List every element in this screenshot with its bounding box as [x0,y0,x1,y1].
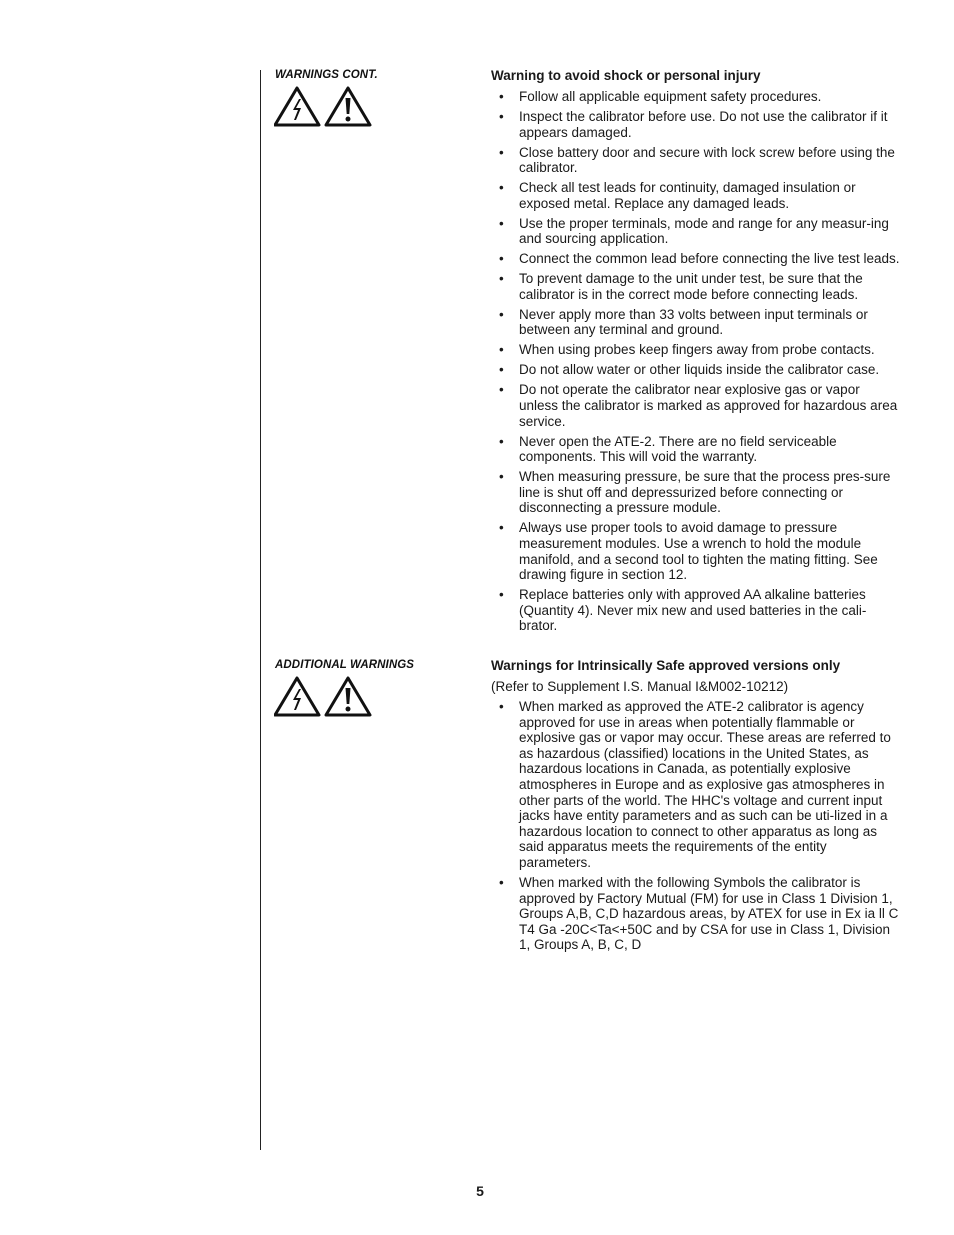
list-item: • Check all test leads for continuity, damaged insulation or exposed metal. Replace any damaged leads. [499,180,856,211]
list-item: • Follow all applicable equipment safety procedures. [499,89,822,104]
bullet: • [499,699,504,714]
warning-list [491,89,901,634]
list-item: • To prevent damage to the unit under test, be sure that the calibrator is in the correct mode before connecting leads. [499,271,863,302]
warning-icons [274,676,374,720]
bullet: • [499,108,504,124]
list-item: • Never apply more than 33 volts between input terminals or between any terminal and ground. [499,306,868,338]
bullet: • [499,342,504,358]
list-item: • Close battery door and secure with lock screw before using the calibrator. [499,144,895,176]
list-item: • When measuring pressure, be sure that the process pres-sure line is shut off and depressurized before connecting or disconnecting a pressure module. [499,469,891,516]
section-intrinsically-safe-warnings [491,657,901,957]
bullet: • [499,215,504,231]
margin-rule [260,70,261,1150]
bullet: • [499,144,504,160]
bullet: • [499,587,504,603]
section-shock-warnings [491,67,901,638]
list-item: • Use the proper terminals, mode and range for any measur-ing and sourcing application. [499,215,889,247]
bullet: • [499,271,504,287]
list-item: • When using probes keep fingers away from probe contacts. [499,342,875,358]
caution-exclamation-icon [326,88,370,125]
list-item: • Replace batteries only with approved AA alkaline batteries (Quantity 4). Never mix new and used batteries in the cali-brator. [499,587,867,634]
bullet: • [499,251,504,267]
list-item: • Connect the common lead before connecting the live test leads. [499,251,900,267]
bullet: • [499,433,504,449]
warning-icons [274,86,374,130]
list-item: • Do not allow water or other liquids inside the calibrator case. [499,362,880,378]
page-number: 5 [476,1183,484,1199]
list-item: • Inspect the calibrator before use. Do not use the calibrator if it appears damaged. [499,108,888,140]
list-item: • When marked with the following Symbols the calibrator is approved by Factory Mutual (FM) for use in Class 1 Division 1, Groups A,B, C,D hazardous areas, by ATEX for use in Ex ia ll C T4 Ga -20C<Ta<+50C and by CSA for use in Class 1, Division 1, Groups A, B, C, D [499,874,899,953]
bullet: • [499,874,504,890]
electrical-shock-warning-icon [275,678,319,715]
side-label-warnings-cont: WARNINGS CONT. [275,69,378,81]
list-item: • Never open the ATE-2. There are no field serviceable components. This will void the warranty. [499,433,837,465]
bullet: • [499,89,504,104]
caution-exclamation-icon [326,678,370,715]
bullet: • [499,382,504,398]
warning-list [491,699,901,953]
bullet: • [499,306,504,322]
supplement-reference: (Refer to Supplement I.S. Manual I&M002-10212) [491,679,789,694]
bullet: • [499,520,504,536]
section-heading: Warning to avoid shock or personal injury [491,68,761,83]
list-item: • When marked as approved the ATE-2 calibrator is agency approved for use in areas when potentially flammable or explosive gas or vapor may occur. These areas are referred to as hazardous (classified) locations in the United States, as hazardous locations in Canada, as potentially explosive atmospheres in Europe and as explosive gas atmospheres in other parts of the world. The HHC's voltage and current input jacks have entity parameters and as such can be uti-lized in a hazardous location to connect to other apparatus as long as said apparatus meets the requirements of the entity parameters. [499,699,891,870]
bullet: • [499,180,504,196]
side-label-additional-warnings: ADDITIONAL WARNINGS [275,659,415,671]
bullet: • [499,362,504,378]
list-item: • Do not operate the calibrator near explosive gas or vapor unless the calibrator is marked as approved for hazardous area service. [499,382,898,429]
bullet: • [499,469,504,485]
electrical-shock-warning-icon [275,88,319,125]
list-item: • Always use proper tools to avoid damage to pressure measurement modules. Use a wrench to hold the module manifold, and a second tool to tighten the mating fitting. See drawing figure in section 12. [499,520,878,583]
section-heading: Warnings for Intrinsically Safe approved versions only [491,658,841,673]
